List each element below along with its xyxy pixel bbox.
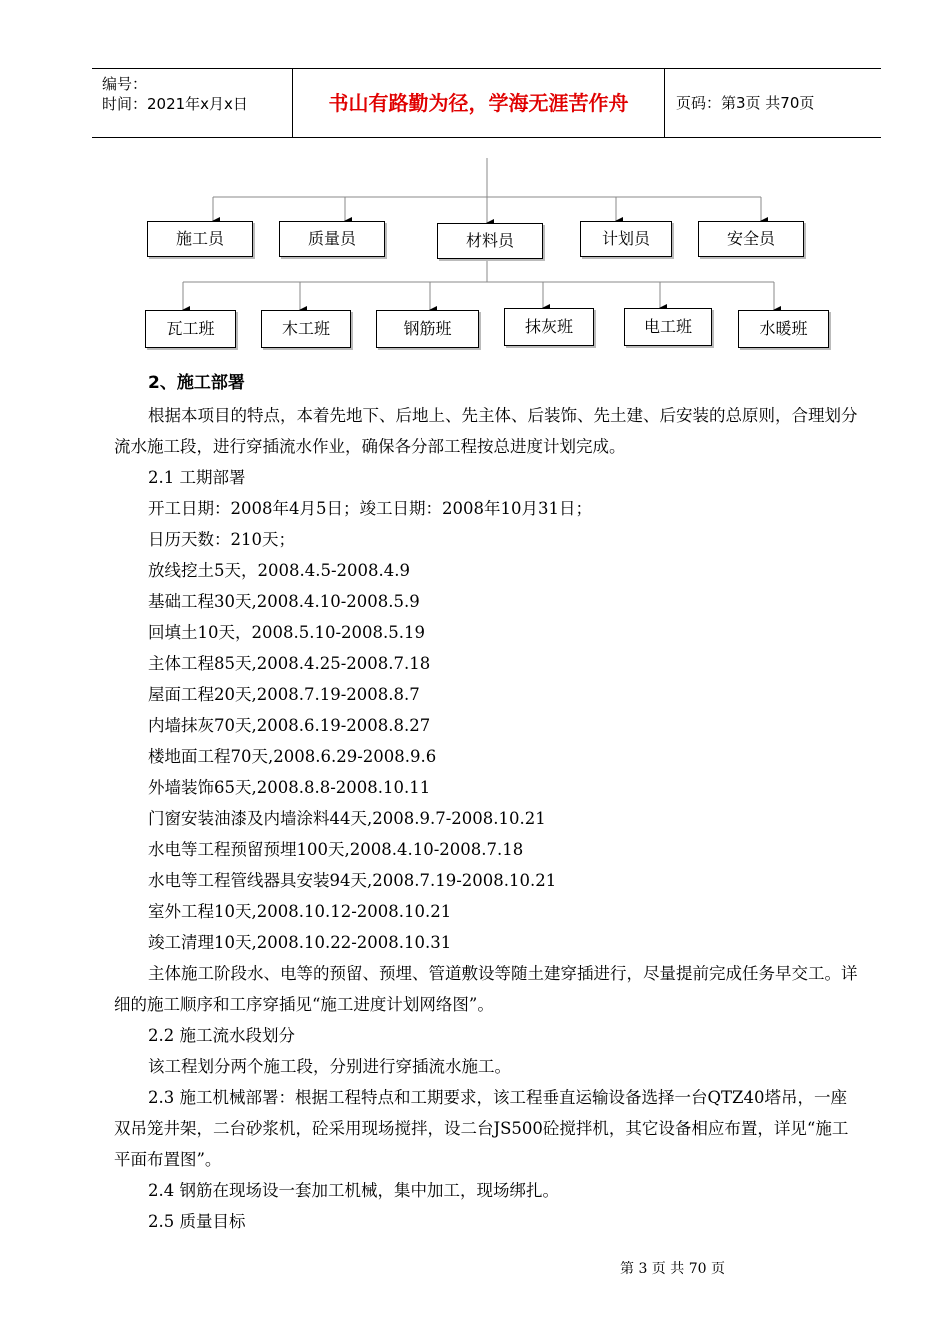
subsection-title: 2.5 质量目标 [148, 1212, 246, 1231]
schedule-item: 回填土10天，2008.5.10-2008.5.19 [148, 623, 426, 642]
doc-number-label: 编号： [102, 75, 148, 93]
org-chart-lines [0, 0, 950, 360]
schedule-item: 内墙抹灰70天,2008.6.19-2008.8.27 [148, 716, 431, 735]
schedule-item: 水电等工程管线器具安装94天,2008.7.19-2008.10.21 [148, 871, 557, 890]
org-node-rebar-crew: 钢筋班 [376, 310, 479, 348]
header-motto: 书山有路勤为径，学海无涯苦作舟 [328, 91, 629, 115]
org-node-safety-staff: 安全员 [698, 221, 804, 257]
rebar-paragraph: 2.4 钢筋在现场设一套加工机械，集中加工，现场绑扎。 [148, 1181, 559, 1200]
main-phase-paragraph: 主体施工阶段水、电等的预留、预埋、管道敷设等随土建穿插进行，尽量提前完成任务早交工。详细的施工顺序和工序穿插见“施工进度计划网络图”。 [114, 964, 858, 1014]
schedule-item: 基础工程30天,2008.4.10-2008.5.9 [148, 592, 420, 611]
schedule-item: 放线挖土5天，2008.4.5-2008.4.9 [148, 561, 411, 580]
flow-section-paragraph: 该工程划分两个施工段，分别进行穿插流水施工。 [148, 1057, 511, 1076]
org-node-quality-staff: 质量员 [279, 221, 385, 257]
org-node-plaster-crew: 抹灰班 [504, 308, 594, 346]
schedule-item: 外墙装饰65天,2008.8.8-2008.10.11 [148, 778, 431, 797]
org-node-electrical-crew: 电工班 [624, 308, 712, 346]
schedule-item: 主体工程85天,2008.4.25-2008.7.18 [148, 654, 431, 673]
schedule-item: 门窗安装油漆及内墙涂料44天,2008.9.7-2008.10.21 [148, 809, 546, 828]
schedule-item: 楼地面工程70天,2008.6.29-2008.9.6 [148, 747, 437, 766]
subsection-title: 2.2 施工流水段划分 [148, 1026, 295, 1045]
schedule-item: 竣工清理10天,2008.10.22-2008.10.31 [148, 933, 452, 952]
document-body [114, 400, 862, 1237]
org-node-plumbing-crew: 水暖班 [738, 310, 829, 348]
header-page-number: 页码：第3页 共70页 [676, 94, 815, 112]
page-footer: 第 3 页 共 70 页 [620, 1261, 725, 1277]
subsection-title: 2.1 工期部署 [148, 468, 246, 487]
org-node-carpentry-crew: 木工班 [261, 310, 351, 348]
schedule-item: 水电等工程预留预埋100天,2008.4.10-2008.7.18 [148, 840, 524, 859]
doc-time: 时间：2021年x月x日 [102, 95, 248, 113]
org-node-construction-staff: 施工员 [147, 221, 253, 257]
start-end-dates: 开工日期：2008年4月5日；竣工日期：2008年10月31日； [148, 499, 592, 518]
org-node-materials-staff: 材料员 [437, 223, 543, 259]
org-node-planning-staff: 计划员 [580, 221, 672, 257]
org-node-masonry-crew: 瓦工班 [145, 310, 236, 348]
intro-paragraph: 根据本项目的特点，本着先地下、后地上、先主体、后装饰、先土建、后安装的总原则，合理划分流水施工段，进行穿插流水作业，确保各分部工程按总进度计划完成。 [114, 406, 858, 456]
calendar-days: 日历天数：210天； [148, 530, 295, 549]
schedule-item: 屋面工程20天,2008.7.19-2008.8.7 [148, 685, 420, 704]
section-heading: 2、施工部署 [148, 373, 245, 393]
machinery-paragraph: 2.3 施工机械部署：根据工程特点和工期要求，该工程垂直运输设备选择一台QTZ40塔吊，一座双吊笼井架，二台砂浆机，砼采用现场搅拌，设二台JS500砼搅拌机，其它设备相应布置，详见“施工平面布置图”。 [114, 1088, 849, 1169]
schedule-item: 室外工程10天,2008.10.12-2008.10.21 [148, 902, 452, 921]
